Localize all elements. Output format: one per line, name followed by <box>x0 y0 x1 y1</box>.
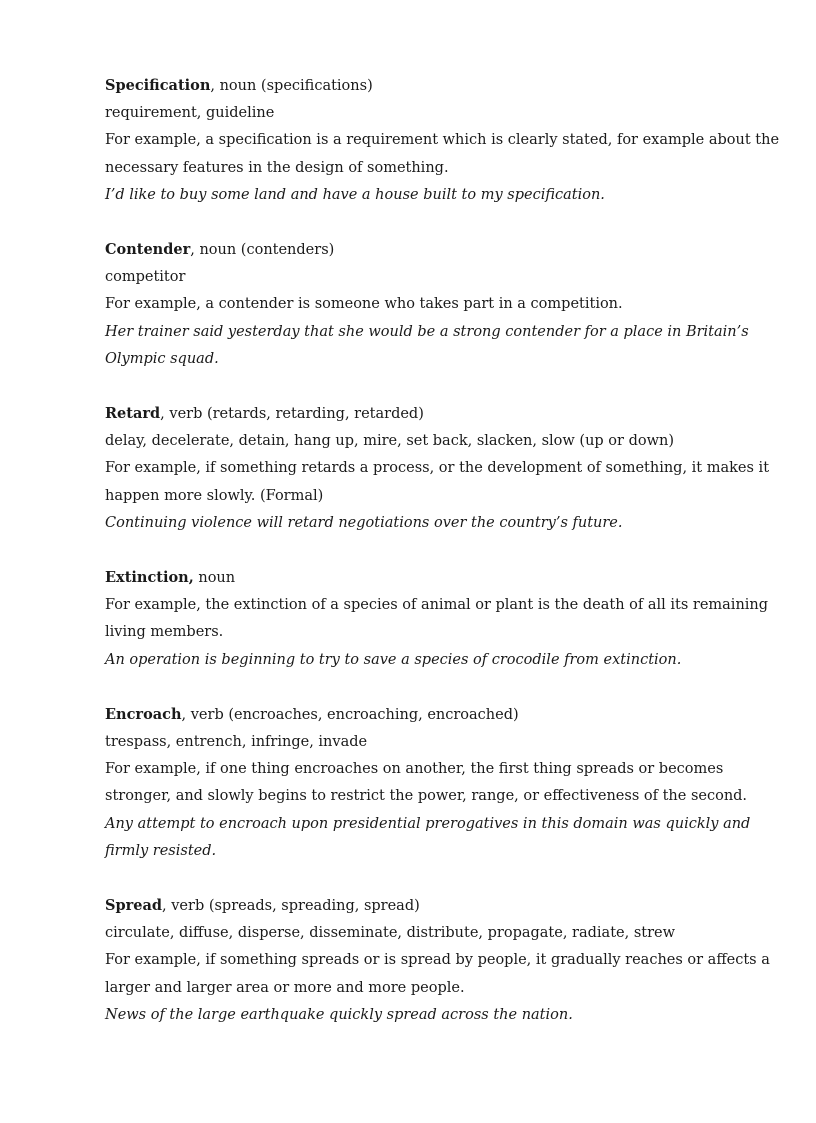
entry-example-line: firmly resisted. <box>105 842 217 859</box>
entry-definition-line: For example, the extinction of a species of animal or plant is the death of all its remaining <box>105 597 769 614</box>
entry-grammar: , verb (encroaches, encroaching, encroached) <box>181 706 519 723</box>
vocab-entry-spread <box>105 892 770 1029</box>
entry-example-line: Continuing violence will retard negotiations over the country’s future. <box>105 514 623 531</box>
entry-definition-line: stronger, and slowly begins to restrict the power, range, or effectiveness of the second. <box>105 788 748 805</box>
entry-grammar: , noun (specifications) <box>210 78 373 94</box>
entry-synonyms: competitor <box>105 269 186 286</box>
entry-heading <box>105 236 745 264</box>
entry-heading <box>105 400 745 428</box>
entry-synonyms: circulate, diffuse, disperse, disseminate, distribute, propagate, radiate, strew <box>105 925 676 942</box>
entry-heading <box>105 701 745 729</box>
entry-example-line: Any attempt to encroach upon presidential prerogatives in this domain was quickly and <box>105 815 751 832</box>
entry-example-line: I’d like to buy some land and have a house built to my specification. <box>105 186 605 203</box>
entry-heading <box>105 892 745 920</box>
entry-definition-line: For example, if something retards a process, or the development of something, it makes it <box>105 460 770 477</box>
entry-definition-line: larger and larger area or more and more people. <box>105 979 465 996</box>
vocab-entry-retard <box>105 400 770 537</box>
entry-grammar: noun <box>193 570 236 587</box>
vocabulary-document <box>105 72 780 1056</box>
entry-word: Contender <box>105 241 191 259</box>
vocab-entry-contender <box>105 236 749 373</box>
entry-synonyms: delay, decelerate, detain, hang up, mire, set back, slacken, slow (up or down) <box>105 433 674 450</box>
vocab-entry-specification <box>105 72 780 209</box>
entry-example-line: Olympic squad. <box>105 350 219 367</box>
entry-grammar: , verb (spreads, spreading, spread) <box>162 898 420 915</box>
entry-definition-line: For example, if one thing encroaches on another, the first thing spreads or becomes <box>105 761 724 778</box>
entry-example-line: News of the large earthquake quickly spread across the nation. <box>105 1006 573 1023</box>
entry-synonyms: requirement, guideline <box>105 105 275 122</box>
entry-definition-line: For example, a specification is a requirement which is clearly stated, for example about the <box>105 132 780 149</box>
entry-word: Spread <box>105 897 163 915</box>
entry-definition-line: For example, if something spreads or is spread by people, it gradually reaches or affects a <box>105 952 770 969</box>
entry-definition-line: For example, a contender is someone who takes part in a competition. <box>105 296 623 313</box>
entry-example-line: An operation is beginning to try to save a species of crocodile from extinction. <box>105 651 682 668</box>
vocab-entry-encroach <box>105 701 751 865</box>
entry-definition-line: necessary features in the design of something. <box>105 159 449 176</box>
entry-grammar: , verb (retards, retarding, retarded) <box>160 406 424 423</box>
entry-word: Extinction, <box>105 569 194 587</box>
entry-definition-line: living members. <box>105 624 224 641</box>
entry-example-line: Her trainer said yesterday that she would be a strong contender for a place in Britain’s <box>105 323 749 340</box>
entry-synonyms: trespass, entrench, infringe, invade <box>105 734 368 751</box>
entry-word: Encroach <box>105 705 182 723</box>
entry-word: Retard <box>105 405 161 423</box>
entry-heading <box>105 72 745 100</box>
entry-definition-line: happen more slowly. (Formal) <box>105 487 324 504</box>
entry-word: Specification <box>105 77 211 94</box>
vocab-entry-extinction <box>105 564 769 674</box>
entry-heading <box>105 564 745 592</box>
entry-grammar: , noun (contenders) <box>190 242 335 259</box>
